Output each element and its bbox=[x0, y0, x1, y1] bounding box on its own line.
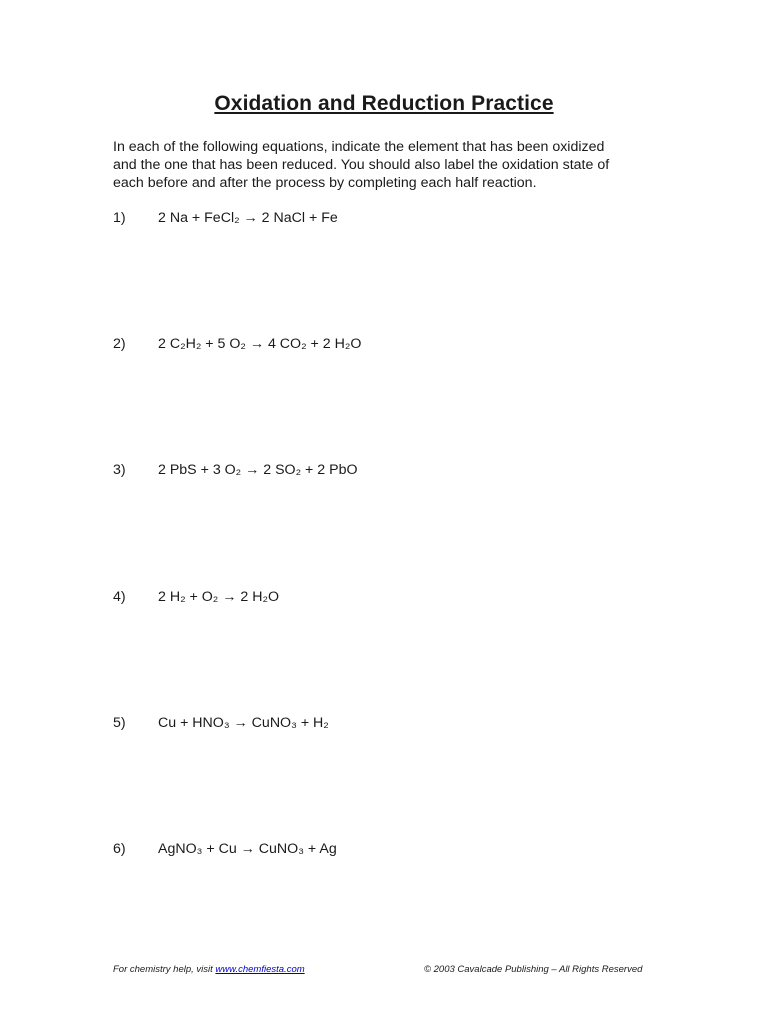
problem-number: 3) bbox=[113, 462, 126, 478]
problem-number: 6) bbox=[113, 841, 126, 857]
instructions-line: and the one that has been reduced. You should also label the oxidation state of bbox=[113, 157, 610, 173]
problem-equation: AgNO₃ + Cu → CuNO₃ + Ag bbox=[158, 841, 337, 857]
instructions-line: In each of the following equations, indicate the element that has been oxidized bbox=[113, 139, 605, 155]
page-title: Oxidation and Reduction Practice bbox=[214, 92, 554, 115]
problem-equation: 2 H₂ + O₂ → 2 H₂O bbox=[158, 589, 279, 605]
problem-equation: 2 C₂H₂ + 5 O₂ → 4 CO₂ + 2 H₂O bbox=[158, 336, 362, 352]
problem-number: 5) bbox=[113, 715, 126, 731]
problem-equation: Cu + HNO₃ → CuNO₃ + H₂ bbox=[158, 715, 329, 731]
footer-copyright: © 2003 Cavalcade Publishing – All Rights Reserved bbox=[424, 964, 643, 975]
problem-equation: 2 PbS + 3 O₂ → 2 SO₂ + 2 PbO bbox=[158, 462, 358, 478]
footer-help-text: For chemistry help, visit bbox=[113, 964, 216, 975]
problem-number: 1) bbox=[113, 210, 126, 226]
problem-number: 2) bbox=[113, 336, 126, 352]
instructions-line: each before and after the process by completing each half reaction. bbox=[113, 175, 537, 191]
footer-help bbox=[113, 964, 305, 975]
problem-number: 4) bbox=[113, 589, 126, 605]
problem-equation: 2 Na + FeCl₂ → 2 NaCl + Fe bbox=[158, 210, 338, 226]
chemfiesta-link[interactable]: www.chemfiesta.com bbox=[215, 964, 305, 975]
instructions bbox=[113, 138, 673, 192]
